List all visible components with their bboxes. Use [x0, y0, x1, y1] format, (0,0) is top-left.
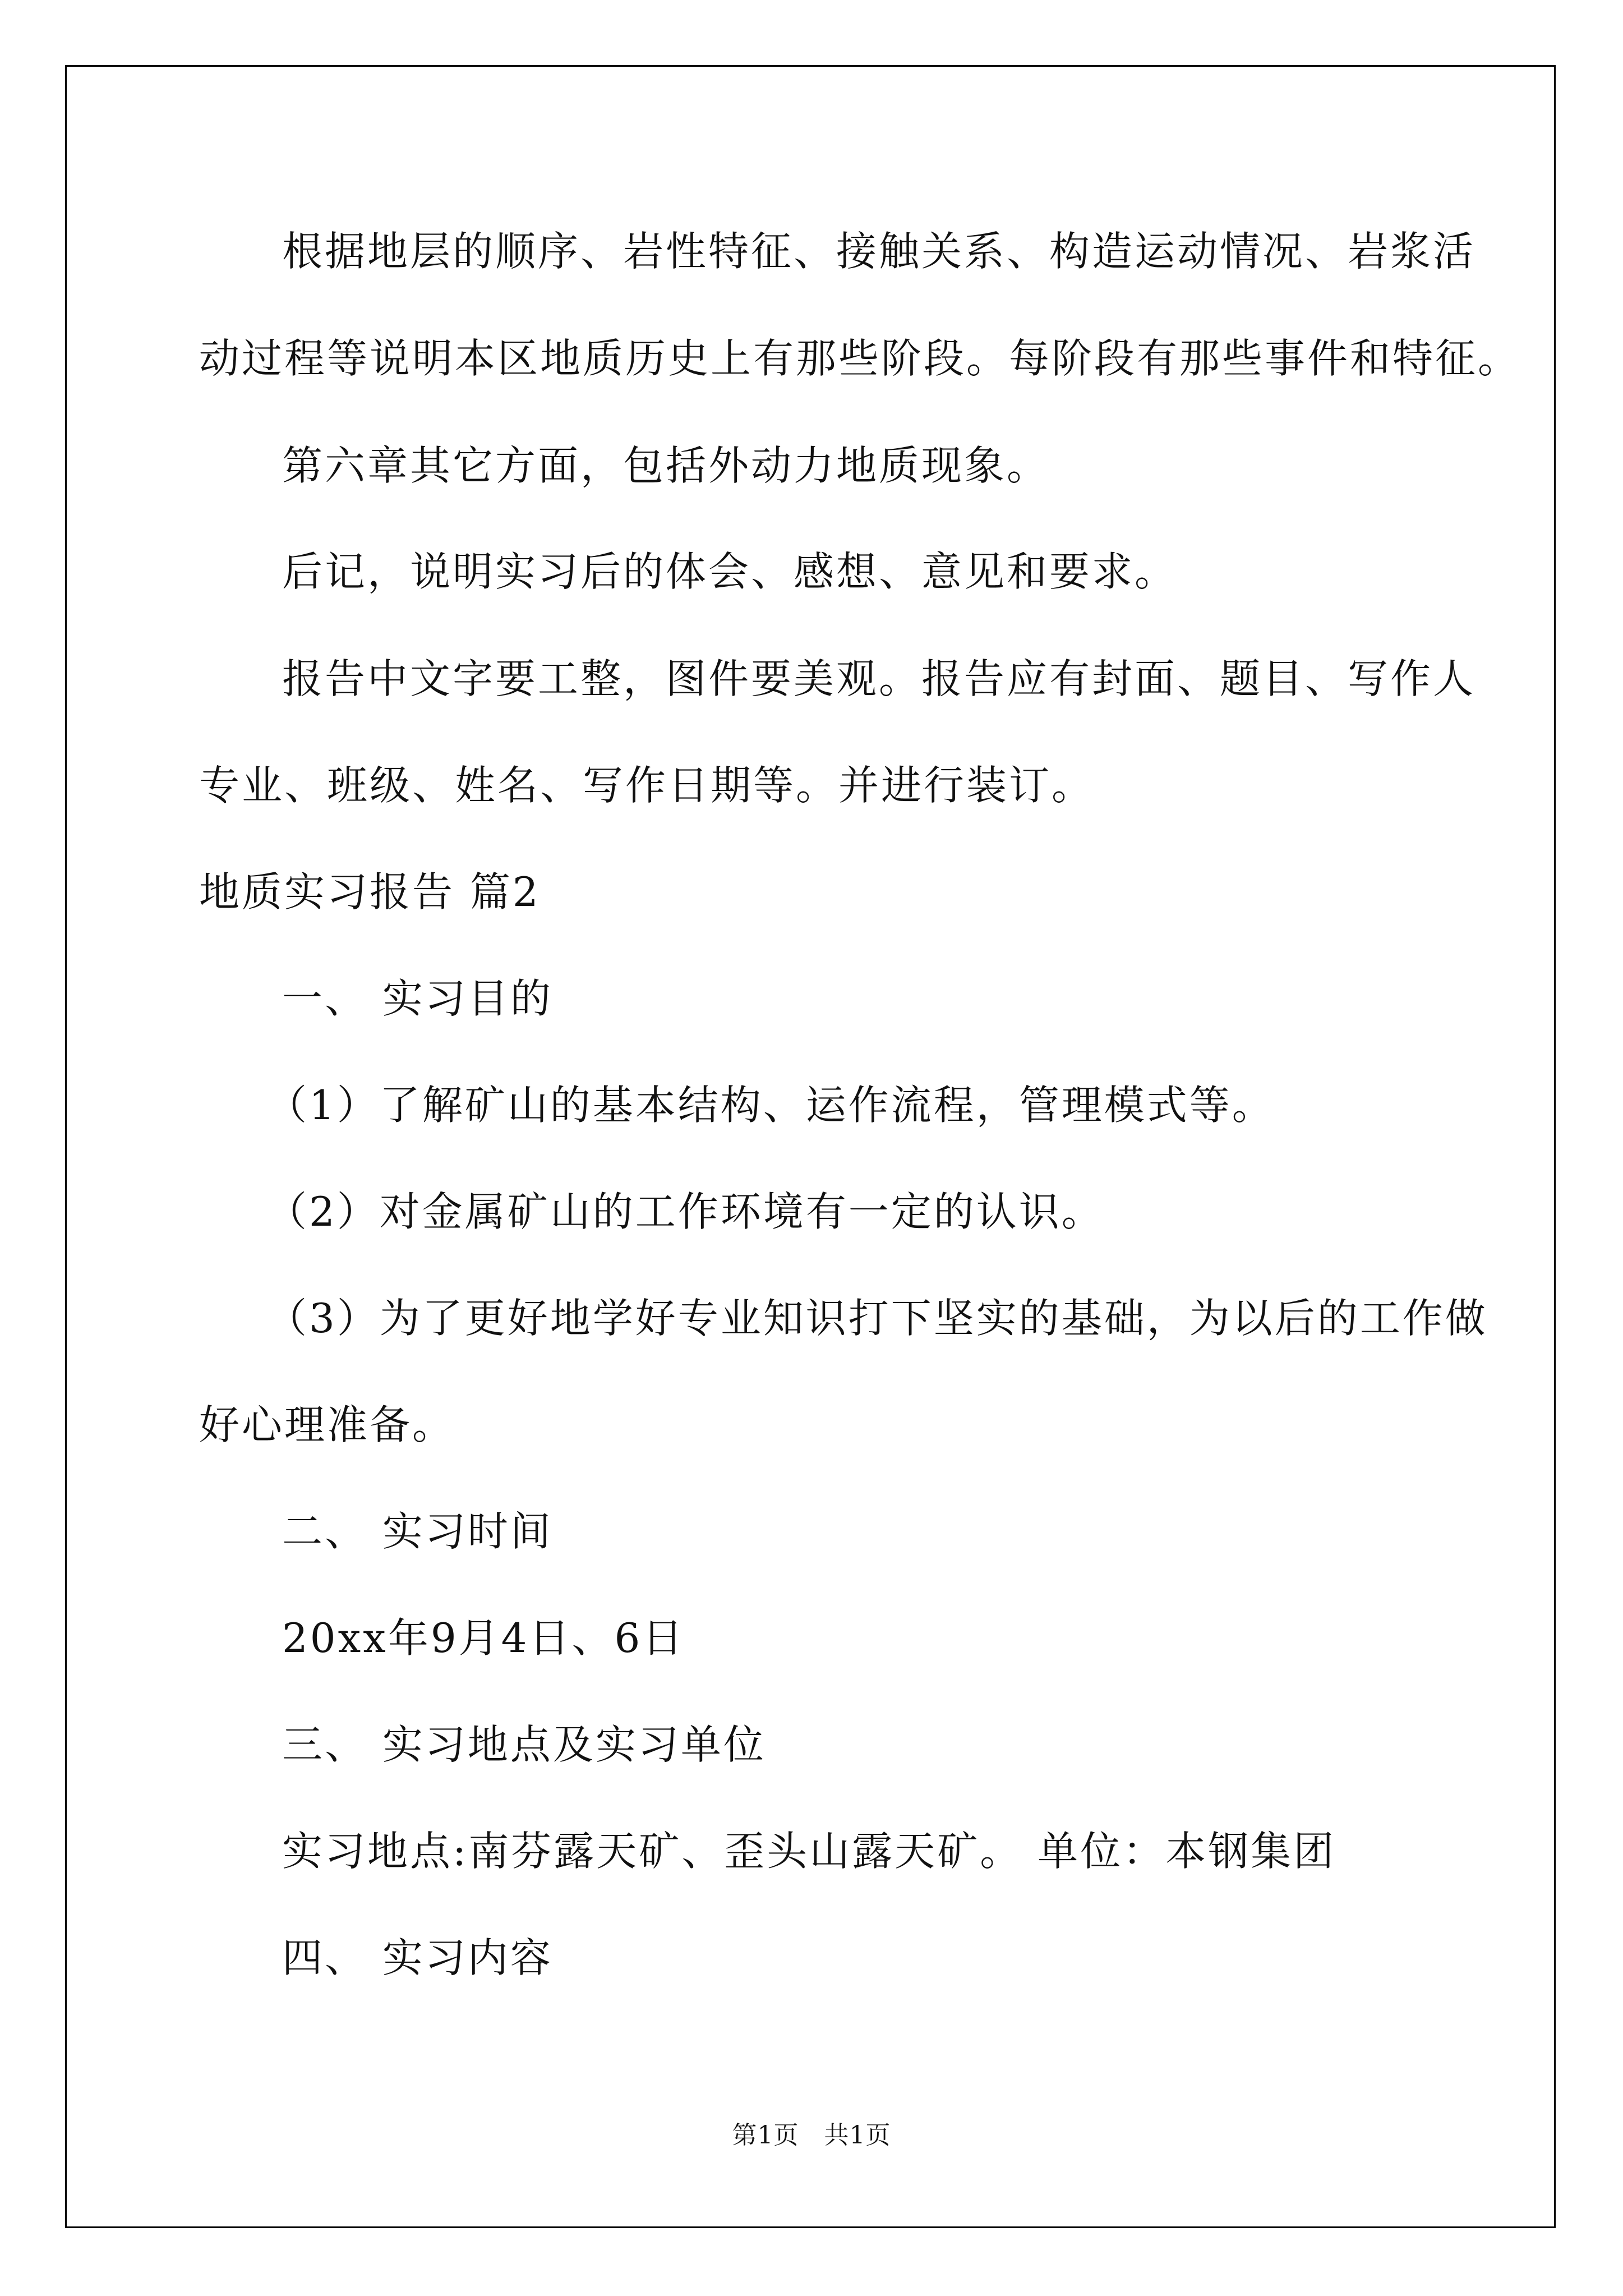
list-item: （3）为了更好地学好专业知识打下坚实的基础，为以后的工作做: [266, 1295, 1488, 1342]
paragraph-line: 第六章其它方面，包括外动力地质现象。: [282, 442, 1050, 489]
subsection-heading: 四、 实习内容: [282, 1934, 553, 1981]
page-border: [65, 65, 1556, 2228]
list-item: （2）对金属矿山的工作环境有一定的认识。: [266, 1188, 1104, 1235]
paragraph-line: 报告中文字要工整，图件要美观。报告应有封面、题目、写作人: [282, 655, 1476, 702]
subsection-heading: 三、 实习地点及实习单位: [282, 1721, 766, 1768]
location-line: 实习地点:南芬露天矿、歪头山露天矿。 单位：本钢集团: [282, 1828, 1336, 1875]
paragraph-line: 专业、班级、姓名、写作日期等。并进行装订。: [199, 762, 1095, 809]
list-item: （1）了解矿山的基本结构、运作流程，管理模式等。: [266, 1082, 1275, 1129]
page-number-footer: 第1页 共1页: [732, 2121, 891, 2150]
paragraph-line: 好心理准备。: [199, 1401, 455, 1448]
section-heading: 地质实习报告 篇2: [199, 868, 541, 915]
paragraph-line: 根据地层的顺序、岩性特征、接触关系、构造运动情况、岩浆活: [282, 228, 1476, 275]
subsection-heading: 二、 实习时间: [282, 1508, 553, 1555]
date-line: 20xx年9月4日、6日: [282, 1614, 685, 1662]
paragraph-line: 后记，说明实习后的体会、感想、意见和要求。: [282, 548, 1178, 595]
paragraph-line: 动过程等说明本区地质历史上有那些阶段。每阶段有那些事件和特征。: [199, 335, 1521, 382]
subsection-heading: 一、 实习目的: [282, 975, 553, 1022]
